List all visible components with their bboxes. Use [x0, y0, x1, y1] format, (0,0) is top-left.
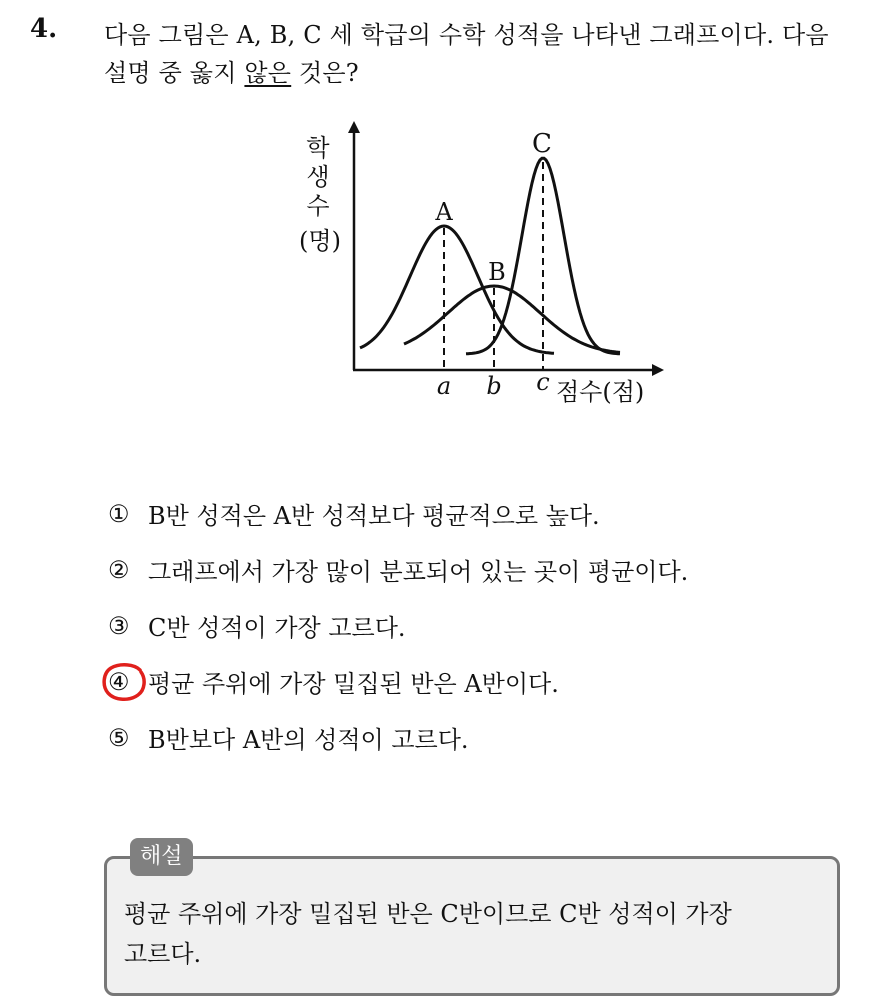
curve-b	[404, 286, 620, 352]
choice-number: ②	[108, 555, 130, 584]
answer-circle-mark	[100, 660, 152, 704]
score-distribution-figure	[290, 118, 690, 418]
choice-number: ③	[108, 611, 130, 640]
series-label-a: A	[435, 198, 453, 226]
y-axis-arrow	[348, 121, 360, 133]
choice-text: C반 성적이 가장 고르다.	[148, 614, 406, 642]
x-axis-arrow	[652, 364, 664, 376]
choice-4[interactable]	[108, 664, 559, 699]
tick-label-a: a	[436, 372, 452, 400]
choice-3[interactable]	[108, 608, 406, 643]
y-label-unit: (명)	[299, 227, 341, 255]
question-text-prefix: 설명 중 옳지	[104, 59, 245, 87]
y-label-char-2: 생	[306, 163, 330, 191]
question-number: 4.	[30, 14, 58, 44]
question-underlined-word: 않은	[244, 59, 292, 87]
series-label-b: B	[488, 258, 506, 286]
choice-text: B반 성적은 A반 성적보다 평균적으로 높다.	[148, 502, 600, 530]
explanation-tag: 해설	[130, 838, 193, 876]
curve-a	[360, 226, 554, 353]
choice-text: 그래프에서 가장 많이 분포되어 있는 곳이 평균이다.	[148, 558, 689, 586]
choice-number: ①	[108, 499, 130, 528]
question-text-line1: 다음 그림은 A, B, C 세 학급의 수학 성적을 나타낸 그래프이다. 다음	[104, 21, 829, 49]
choice-5[interactable]	[108, 720, 469, 755]
choice-1[interactable]	[108, 496, 600, 531]
tick-label-c: c	[536, 368, 550, 396]
explanation-text-line1: 평균 주위에 가장 밀집된 반은 C반이므로 C반 성적이 가장	[124, 900, 732, 928]
choice-number: ④	[108, 667, 130, 696]
explanation-text-line2: 고르다.	[124, 940, 202, 968]
tick-label-b: b	[486, 372, 502, 400]
choice-2[interactable]	[108, 552, 688, 587]
y-label-char-1: 학	[306, 134, 330, 162]
choice-text: B반보다 A반의 성적이 고르다.	[148, 726, 469, 754]
series-label-c: C	[532, 129, 552, 159]
choice-number: ⑤	[108, 723, 130, 752]
x-axis-label: 점수(점)	[556, 378, 645, 406]
y-label-char-3: 수	[306, 192, 330, 220]
question-text-suffix: 것은?	[291, 59, 359, 87]
choice-text: 평균 주위에 가장 밀집된 반은 A반이다.	[148, 670, 559, 698]
question-text-line2	[104, 53, 359, 88]
